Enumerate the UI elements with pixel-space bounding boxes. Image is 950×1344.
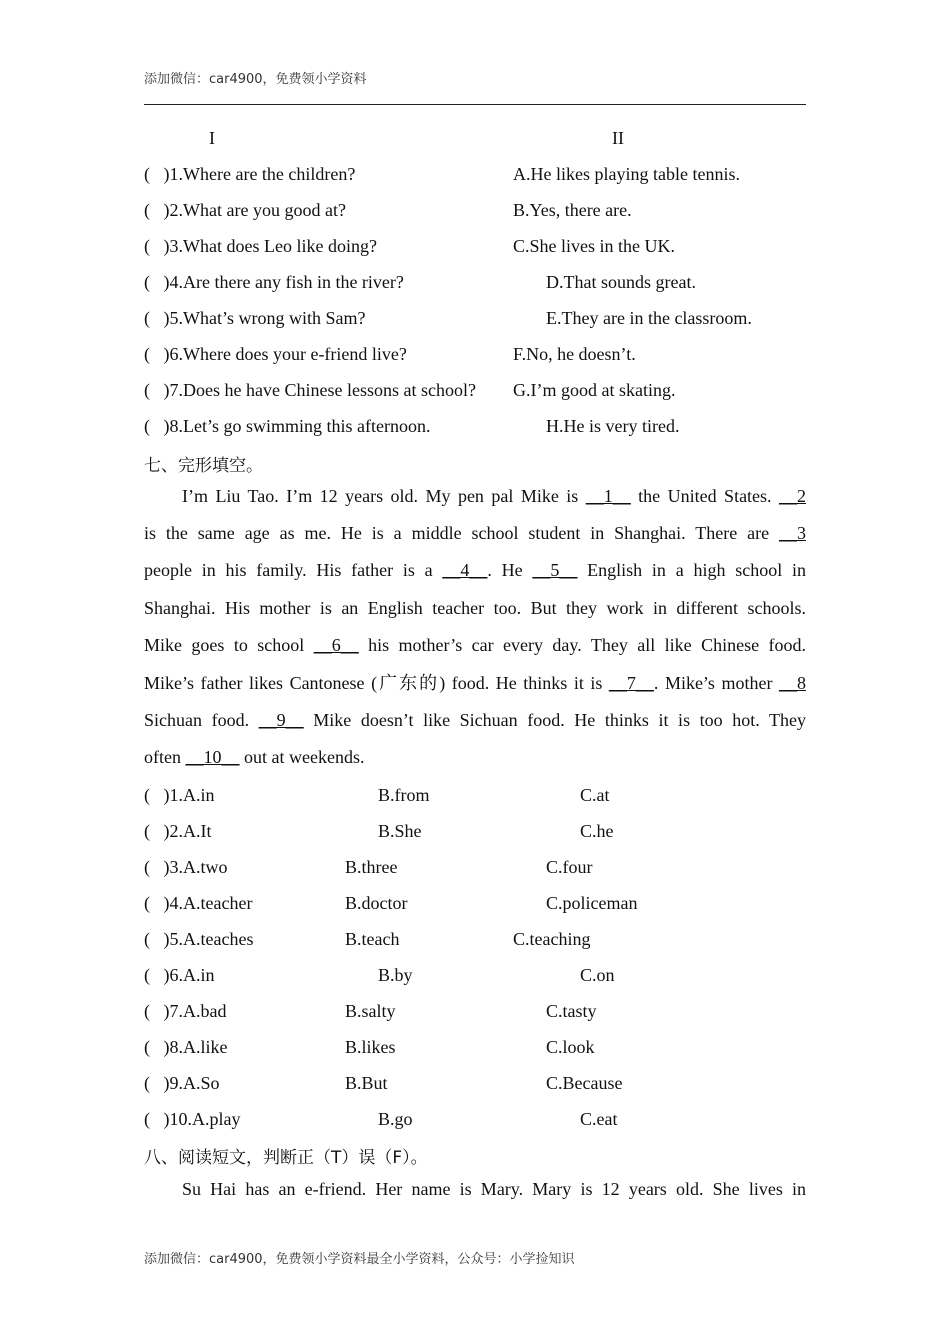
option-row [144, 1108, 241, 1130]
question-row [144, 235, 377, 257]
page-footer: 添加微信：car4900，免费领小学资料最全小学资料，公众号：小学捡知识 [144, 1252, 575, 1267]
answer-option: H.He is very tired. [546, 416, 680, 436]
option-row [144, 928, 253, 950]
option-row [144, 1072, 220, 1094]
option-b: B.from [378, 785, 430, 805]
option-c: C.he [580, 821, 614, 841]
blank-8[interactable]: __8 [779, 673, 806, 693]
answer-option: B.Yes, there are. [513, 200, 632, 220]
passage-line: people in his family. His father is a __4__. He __5__ English in a high school in [144, 560, 806, 580]
option-b: B.go [378, 1109, 413, 1129]
option-row [144, 964, 215, 986]
answer-bracket[interactable]: ( ) [144, 200, 170, 220]
question-row [144, 307, 365, 329]
option-a: 5.A.teaches [169, 929, 254, 949]
passage-line: Mike’s father likes Cantonese (广东的) food. He thinks it is __7__. Mike’s mother __8 [144, 673, 806, 693]
option-row [144, 1036, 228, 1058]
question-text: 5.What’s wrong with Sam? [169, 308, 366, 328]
option-c: C.at [580, 785, 610, 805]
answer-option: E.They are in the classroom. [546, 308, 752, 328]
answer-bracket[interactable]: ( ) [144, 785, 170, 805]
blank-2[interactable]: __2 [779, 486, 807, 506]
option-c: C.four [546, 857, 593, 877]
option-c: C.policeman [546, 893, 638, 913]
answer-bracket[interactable]: ( ) [144, 893, 170, 913]
option-b: B.doctor [345, 893, 408, 913]
option-a: 3.A.two [169, 857, 228, 877]
answer-option: F.No, he doesn’t. [513, 344, 636, 364]
answer-option: D.That sounds great. [546, 272, 696, 292]
option-b: B.But [345, 1073, 388, 1093]
blank-5[interactable]: __5__ [532, 560, 578, 580]
answer-option: G.I’m good at skating. [513, 380, 676, 400]
answer-bracket[interactable]: ( ) [144, 164, 170, 184]
reading-heading: 八、阅读短文，判断正（T）误（F）。 [144, 1148, 428, 1168]
blank-6[interactable]: __6__ [313, 635, 359, 655]
blank-3[interactable]: __3 [779, 523, 806, 543]
blank-9[interactable]: __9__ [258, 710, 304, 730]
question-text: 6.Where does your e-friend live? [169, 344, 407, 364]
answer-bracket[interactable]: ( ) [144, 416, 170, 436]
option-b: B.likes [345, 1037, 396, 1057]
passage-line: often __10__ out at weekends. [144, 747, 365, 767]
answer-bracket[interactable]: ( ) [144, 272, 170, 292]
question-row [144, 343, 407, 365]
option-row [144, 856, 228, 878]
option-c: C.teaching [513, 929, 591, 949]
option-b: B.teach [345, 929, 400, 949]
answer-bracket[interactable]: ( ) [144, 1001, 170, 1021]
question-text: 7.Does he have Chinese lessons at school? [169, 380, 476, 400]
column-label-ii: II [612, 128, 624, 148]
question-row [144, 379, 476, 401]
option-b: B.by [378, 965, 413, 985]
answer-bracket[interactable]: ( ) [144, 965, 170, 985]
passage-line: Mike goes to school __6__ his mother’s car every day. They all like Chinese food. [144, 635, 806, 655]
answer-bracket[interactable]: ( ) [144, 344, 170, 364]
question-text: 2.What are you good at? [169, 200, 346, 220]
option-c: C.look [546, 1037, 595, 1057]
option-b: B.salty [345, 1001, 396, 1021]
option-c: C.Because [546, 1073, 623, 1093]
answer-bracket[interactable]: ( ) [144, 308, 170, 328]
page-header: 添加微信：car4900，免费领小学资料 [144, 72, 367, 87]
option-c: C.on [580, 965, 615, 985]
blank-4[interactable]: __4__ [442, 560, 488, 580]
option-c: C.eat [580, 1109, 618, 1129]
cloze-heading: 七、完形填空。 [144, 456, 263, 476]
question-row [144, 163, 355, 185]
answer-bracket[interactable]: ( ) [144, 929, 170, 949]
option-a: 2.A.It [169, 821, 212, 841]
blank-10[interactable]: __10__ [185, 747, 240, 767]
passage-line: Shanghai. His mother is an English teacher too. But they work in different schools. [144, 598, 806, 618]
blank-7[interactable]: __7__ [608, 673, 654, 693]
option-a: 8.A.like [169, 1037, 228, 1057]
question-row [144, 415, 430, 437]
answer-bracket[interactable]: ( ) [144, 380, 170, 400]
blank-1[interactable]: __1__ [585, 486, 631, 506]
passage-line: is the same age as me. He is a middle school student in Shanghai. There are __3 [144, 523, 806, 543]
answer-bracket[interactable]: ( ) [144, 821, 170, 841]
option-a: 4.A.teacher [169, 893, 253, 913]
answer-bracket[interactable]: ( ) [144, 236, 170, 256]
question-text: 1.Where are the children? [169, 164, 356, 184]
option-row [144, 892, 252, 914]
answer-option: C.She lives in the UK. [513, 236, 675, 256]
passage-line: I’m Liu Tao. I’m 12 years old. My pen pal Mike is __1__ the United States. __2 [182, 486, 807, 506]
answer-bracket[interactable]: ( ) [144, 1073, 170, 1093]
option-a: 1.A.in [169, 785, 215, 805]
option-row [144, 1000, 227, 1022]
option-b: B.She [378, 821, 422, 841]
question-text: 8.Let’s go swimming this afternoon. [169, 416, 431, 436]
option-b: B.three [345, 857, 398, 877]
question-row [144, 271, 404, 293]
option-a: 10.A.play [169, 1109, 241, 1129]
answer-bracket[interactable]: ( ) [144, 1109, 170, 1129]
answer-bracket[interactable]: ( ) [144, 857, 170, 877]
answer-option: A.He likes playing table tennis. [513, 164, 740, 184]
question-text: 4.Are there any fish in the river? [169, 272, 404, 292]
passage-line: Sichuan food. __9__ Mike doesn’t like Sichuan food. He thinks it is too hot. They [144, 710, 806, 730]
option-a: 6.A.in [169, 965, 215, 985]
option-row [144, 784, 215, 806]
option-a: 9.A.So [169, 1073, 220, 1093]
question-text: 3.What does Leo like doing? [169, 236, 377, 256]
header-divider [144, 104, 806, 105]
reading-first-line: Su Hai has an e-friend. Her name is Mary. Mary is 12 years old. She lives in [182, 1179, 806, 1199]
option-a: 7.A.bad [169, 1001, 227, 1021]
question-row [144, 199, 346, 221]
option-c: C.tasty [546, 1001, 597, 1021]
option-row [144, 820, 212, 842]
answer-bracket[interactable]: ( ) [144, 1037, 170, 1057]
column-label-i: I [209, 128, 215, 148]
